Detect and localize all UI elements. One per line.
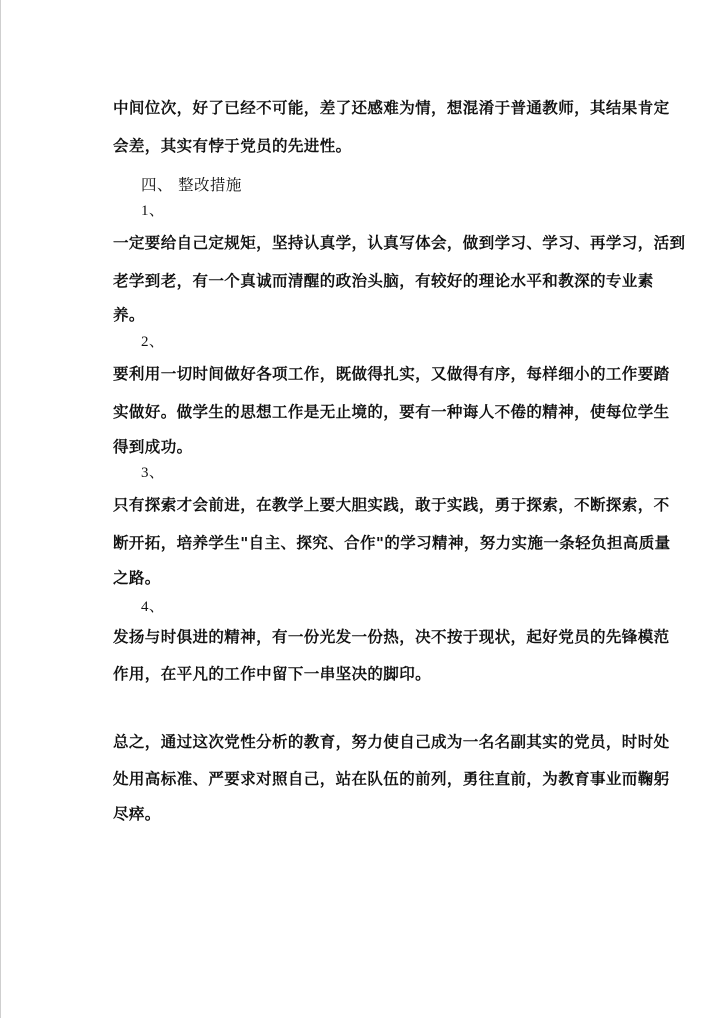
paragraph-line: 要利用一切时间做好各项工作，既做得扎实，又做得有序，每样细小的工作要踏 [113, 365, 670, 383]
item-number: 4、 [141, 599, 165, 615]
paragraph-line: 养。 [113, 306, 145, 324]
paragraph-line: 作用，在平凡的工作中留下一串坚决的脚印。 [113, 665, 432, 683]
paragraph-line: 一定要给自己定规矩，坚持认真学，认真写体会，做到学习、学习、再学习，活到 [113, 234, 686, 252]
item-number: 3、 [141, 465, 165, 481]
paragraph-line: 发扬与时俱进的精神，有一份光发一份热，决不按于现状，起好党员的先锋模范 [113, 628, 670, 646]
paragraph-line: 实做好。做学生的思想工作是无止境的，要有一种诲人不倦的精神，使每位学生 [113, 403, 670, 421]
paragraph-line: 断开拓，培养学生"自主、探究、合作"的学习精神，努力实施一条轻负担高质量 [113, 534, 671, 552]
paragraph-line: 会差，其实有悖于党员的先进性。 [113, 137, 352, 155]
paragraph-line: 之路。 [113, 569, 161, 587]
paragraph-line: 尽瘁。 [113, 805, 161, 823]
paragraph-line: 总之，通过这次党性分析的教育，努力使自己成为一名名副其实的党员，时时处 [113, 733, 670, 751]
paragraph-line: 得到成功。 [113, 438, 193, 456]
paragraph-line: 老学到老，有一个真诚而清醒的政治头脑，有较好的理论水平和教深的专业素 [113, 272, 654, 290]
paragraph-line: 中间位次，好了已经不可能，差了还感难为情，想混淆于普通教师，其结果肯定 [113, 99, 670, 117]
paragraph-line: 处用高标准、严要求对照自己，站在队伍的前列，勇往直前，为教育事业而鞠躬 [113, 770, 670, 788]
item-number: 2、 [141, 334, 165, 350]
section-heading: 四、 整改措施 [141, 176, 242, 194]
paragraph-line: 只有探索才会前进，在教学上要大胆实践，敢于实践，勇于探索，不断探索，不 [113, 496, 670, 514]
item-number: 1、 [141, 203, 165, 219]
